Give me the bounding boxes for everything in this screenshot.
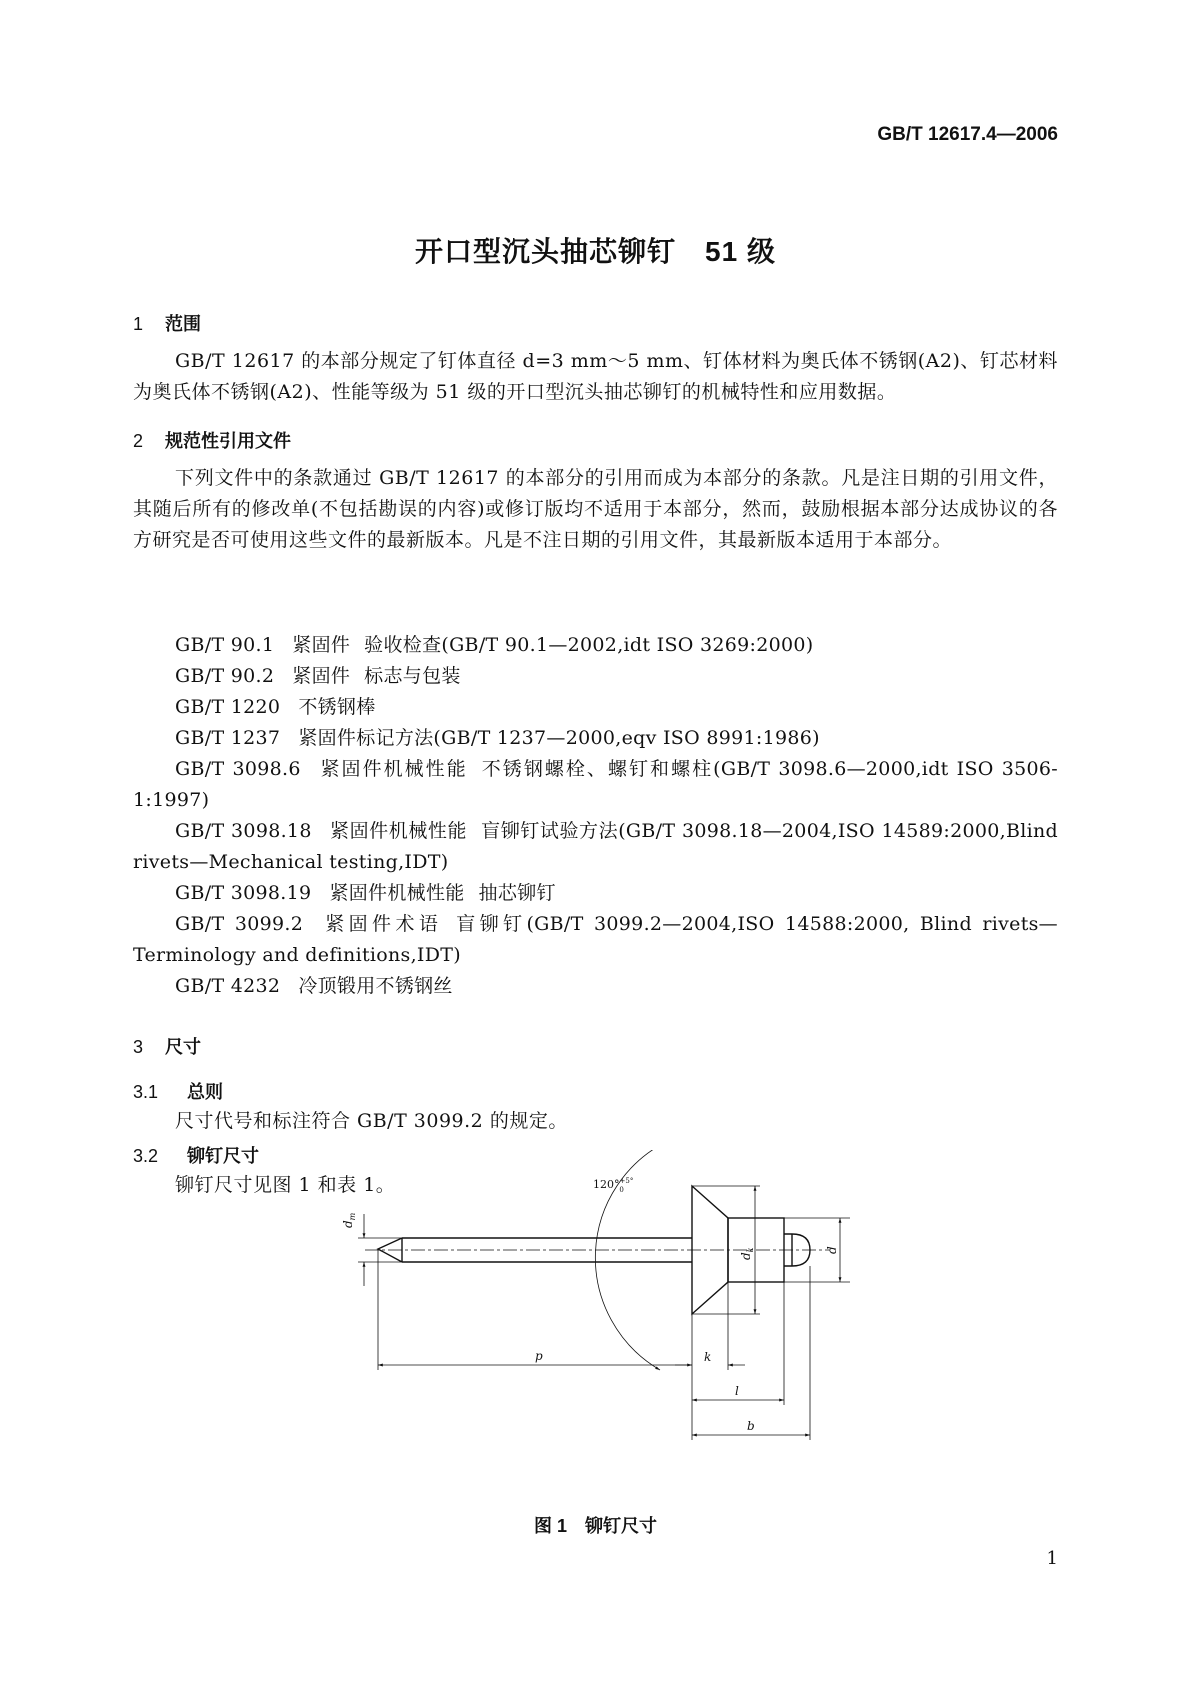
reference-title: 紧固件: [292, 634, 351, 656]
reference-detail: 标志与包装: [364, 665, 461, 687]
section-title: 尺寸: [165, 1037, 201, 1057]
section-3-heading: [133, 1033, 201, 1059]
section-number: 3.1: [133, 1082, 159, 1102]
reference-code: GB/T 3098.6: [175, 758, 301, 780]
reference-item: [133, 723, 1058, 754]
reference-detail: 抽芯铆钉: [478, 882, 556, 904]
figure-caption: [0, 1512, 1191, 1538]
section-title: 规范性引用文件: [165, 431, 291, 451]
reference-item: [133, 692, 1058, 723]
reference-list: [133, 630, 1058, 1002]
reference-detail: 盲铆钉(GB/T 3099.2—2004,ISO 14588:2000, Blind rivets—Terminology and definitions,IDT): [133, 913, 1058, 966]
reference-code: GB/T 90.1: [175, 634, 275, 656]
reference-code: GB/T 4232: [175, 975, 281, 997]
reference-item: [133, 971, 1058, 1002]
reference-code: GB/T 1220: [175, 696, 281, 718]
label-dm: $d_m$: [341, 1212, 357, 1228]
rivet-dimension-drawing: [340, 1150, 860, 1460]
reference-code: GB/T 90.2: [175, 665, 275, 687]
label-angle: 120°$^{+5^\circ}$ 0: [593, 1177, 634, 1194]
reference-item: [133, 878, 1058, 909]
reference-title: 紧固件标记方法(GB/T 1237—2000,eqv ISO 8991:1986): [298, 727, 820, 749]
reference-code: GB/T 3099.2: [175, 913, 304, 935]
reference-title: 冷顶锻用不锈钢丝: [298, 975, 453, 997]
dimension-lines: [358, 1150, 850, 1440]
reference-title: 紧固件机械性能: [329, 882, 465, 904]
section-title: 铆钉尺寸: [187, 1146, 259, 1166]
reference-item: [133, 661, 1058, 692]
reference-detail: 不锈钢螺栓、螺钉和螺柱(GB/T 3098.6—2000,idt ISO 3506-1:1997): [133, 758, 1059, 811]
reference-title: 紧固件术语: [321, 913, 443, 935]
section-1-heading: [133, 310, 201, 336]
section-number: 2: [133, 431, 144, 451]
section-3-2-heading: [133, 1142, 259, 1168]
page-number: 1: [1046, 1548, 1058, 1569]
label-l: l: [735, 1384, 739, 1398]
reference-code: GB/T 3098.18: [175, 820, 312, 842]
figure-label: 图 1: [533, 1516, 567, 1536]
reference-title: 紧固件: [292, 665, 351, 687]
reference-item: [133, 630, 1058, 661]
reference-detail: 盲铆钉试验方法(GB/T 3098.18—2004,ISO 14589:2000,Blind rivets—Mechanical testing,IDT): [133, 820, 1058, 873]
reference-code: GB/T 1237: [175, 727, 281, 749]
section-3-1-paragraph: 尺寸代号和标注符合 GB/T 3099.2 的规定。: [175, 1110, 568, 1132]
section-1-paragraph: GB/T 12617 的本部分规定了钉体直径 d=3 mm～5 mm、钉体材料为奥氏体不锈钢(A2)、钉芯材料为奥氏体不锈钢(A2)、性能等级为 51 级的开口型沉头抽芯铆钉的机械特性和应用数据。: [133, 350, 1058, 403]
reference-title: 紧固件机械性能: [318, 758, 468, 780]
label-dk: $d_k$: [739, 1247, 755, 1260]
label-b: b: [747, 1419, 755, 1433]
reference-code: GB/T 3098.19: [175, 882, 312, 904]
document-title: 开口型沉头抽芯铆钉 51 级: [415, 236, 776, 267]
section-2-paragraph: 下列文件中的条款通过 GB/T 12617 的本部分的引用而成为本部分的条款。凡是注日期的引用文件，其随后所有的修改单(不包括勘误的内容)或修订版均不适用于本部分，然而，鼓励根据本部分达成协议的各方研究是否可使用这些文件的最新版本。凡是不注日期的引用文件，其最新版本适用于本部分。: [133, 467, 1058, 551]
section-3-1-heading: [133, 1078, 223, 1104]
section-2-heading: [133, 427, 291, 453]
reference-title: 紧固件机械性能: [329, 820, 468, 842]
label-p: p: [535, 1349, 543, 1363]
section-number: 3: [133, 1037, 144, 1057]
label-k: k: [704, 1350, 712, 1364]
reference-title: 不锈钢棒: [298, 696, 376, 718]
section-title: 范围: [165, 314, 201, 334]
standard-id: GB/T 12617.4—2006: [877, 124, 1058, 145]
section-title: 总则: [187, 1082, 223, 1102]
reference-item: [133, 754, 1058, 816]
figure-title: 铆钉尺寸: [585, 1516, 657, 1536]
reference-item: [133, 816, 1058, 878]
label-d: d: [825, 1246, 839, 1254]
reference-item: [133, 909, 1058, 971]
section-number: 1: [133, 314, 144, 334]
section-number: 3.2: [133, 1146, 159, 1166]
reference-detail: 验收检查(GB/T 90.1—2002,idt ISO 3269:2000): [364, 634, 814, 656]
section-3-2-paragraph: 铆钉尺寸见图 1 和表 1。: [175, 1174, 396, 1196]
